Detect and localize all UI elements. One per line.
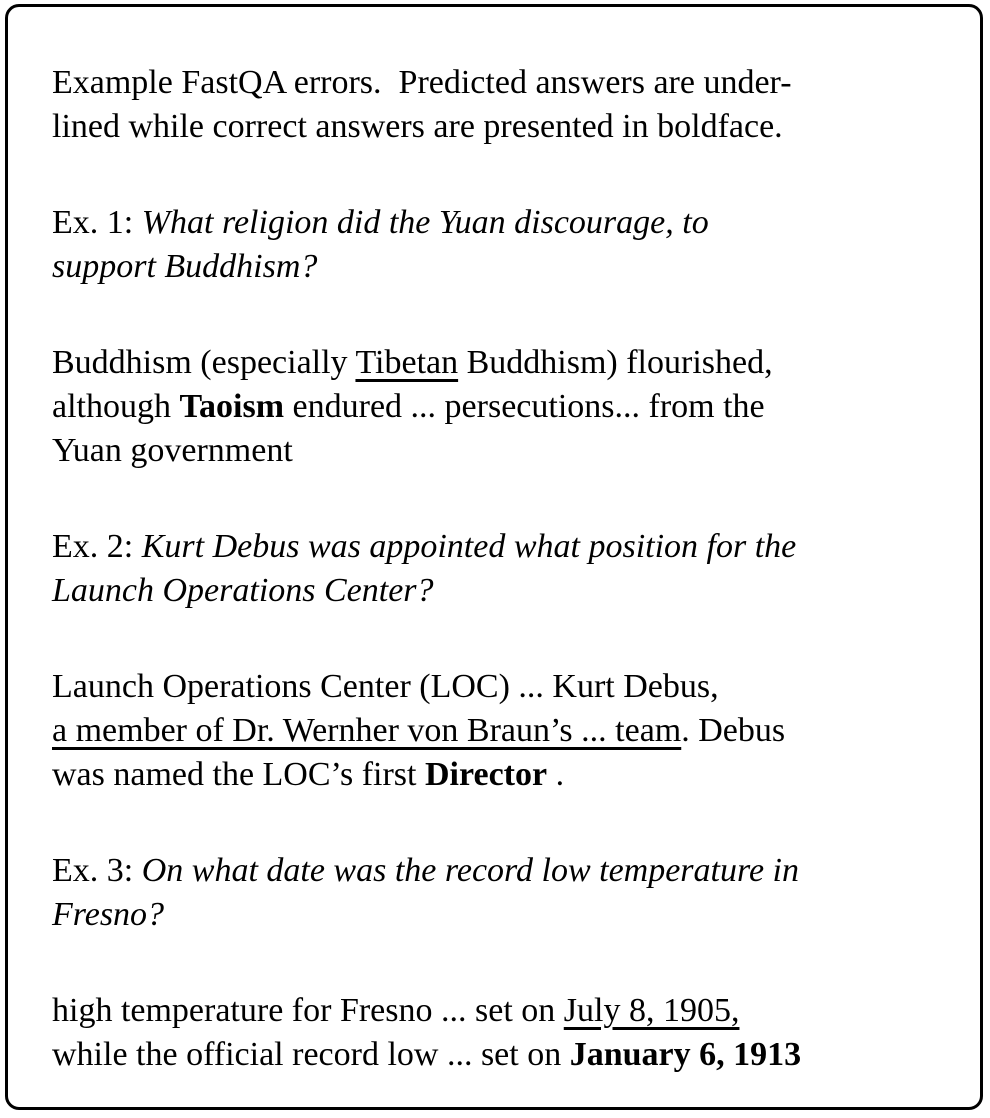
text-segment: Director — [425, 756, 548, 793]
text-segment: Example FastQA errors. Predicted answers are under- — [52, 64, 792, 101]
ex3-passage-line-1 — [52, 989, 956, 1033]
text-segment: . Debus — [681, 712, 786, 749]
paragraph-caption-intro — [52, 61, 956, 149]
text-segment: Ex. 1: — [52, 204, 142, 241]
text-segment: . — [547, 756, 565, 793]
paragraph-ex3-passage — [52, 989, 956, 1077]
text-segment: What religion did the Yuan discourage, to — [141, 204, 709, 241]
text-segment: Kurt Debus was appointed what position for the — [141, 528, 797, 565]
text-segment: Taoism — [179, 388, 285, 425]
caption-intro-line-1 — [52, 61, 956, 105]
text-segment: although — [52, 388, 180, 425]
ex2-question-line-1 — [52, 525, 956, 569]
ex1-question-line-1 — [52, 201, 956, 245]
text-segment: Buddhism) flourished, — [458, 344, 773, 381]
text-segment: endured ... persecutions... from the — [284, 388, 765, 425]
paragraph-ex3-question — [52, 849, 956, 937]
figure-content — [8, 7, 980, 1077]
ex2-passage-line-3 — [52, 753, 956, 797]
text-segment: Buddhism (especially — [52, 344, 356, 381]
text-segment: a member of Dr. Wernher von Braun’s ... team — [52, 712, 682, 749]
ex1-question-line-2 — [52, 245, 956, 289]
ex2-passage-line-1 — [52, 665, 956, 709]
ex3-question-line-2 — [52, 893, 956, 937]
text-segment: Fresno? — [52, 896, 165, 933]
paragraph-ex1-passage — [52, 341, 956, 473]
text-segment: lined while correct answers are presented in boldface. — [52, 108, 783, 145]
ex1-passage-line-2 — [52, 385, 956, 429]
ex2-passage-line-2 — [52, 709, 956, 753]
ex3-question-line-1 — [52, 849, 956, 893]
text-segment: support Buddhism? — [52, 248, 318, 285]
text-segment: was named the LOC’s first — [52, 756, 425, 793]
paragraph-ex2-question — [52, 525, 956, 613]
ex2-question-line-2 — [52, 569, 956, 613]
text-segment: On what date was the record low temperature in — [141, 852, 799, 889]
text-segment: January 6, 1913 — [569, 1036, 802, 1073]
text-segment: Launch Operations Center? — [52, 572, 434, 609]
text-segment: Launch Operations Center (LOC) ... Kurt Debus, — [52, 668, 719, 705]
ex1-passage-line-3 — [52, 429, 956, 473]
ex3-passage-line-2 — [52, 1033, 956, 1077]
ex1-passage-line-1 — [52, 341, 956, 385]
paragraph-ex2-passage — [52, 665, 956, 797]
text-segment: Yuan government — [52, 432, 293, 469]
fastqa-errors-figure — [5, 4, 983, 1110]
text-segment: Tibetan — [355, 344, 459, 381]
text-segment: Ex. 2: — [52, 528, 142, 565]
text-segment: Ex. 3: — [52, 852, 142, 889]
text-segment: July 8, 1905, — [563, 992, 740, 1029]
text-segment: high temperature for Fresno ... set on — [52, 992, 564, 1029]
caption-intro-line-2 — [52, 105, 956, 149]
paragraph-ex1-question — [52, 201, 956, 289]
text-segment: while the official record low ... set on — [52, 1036, 570, 1073]
